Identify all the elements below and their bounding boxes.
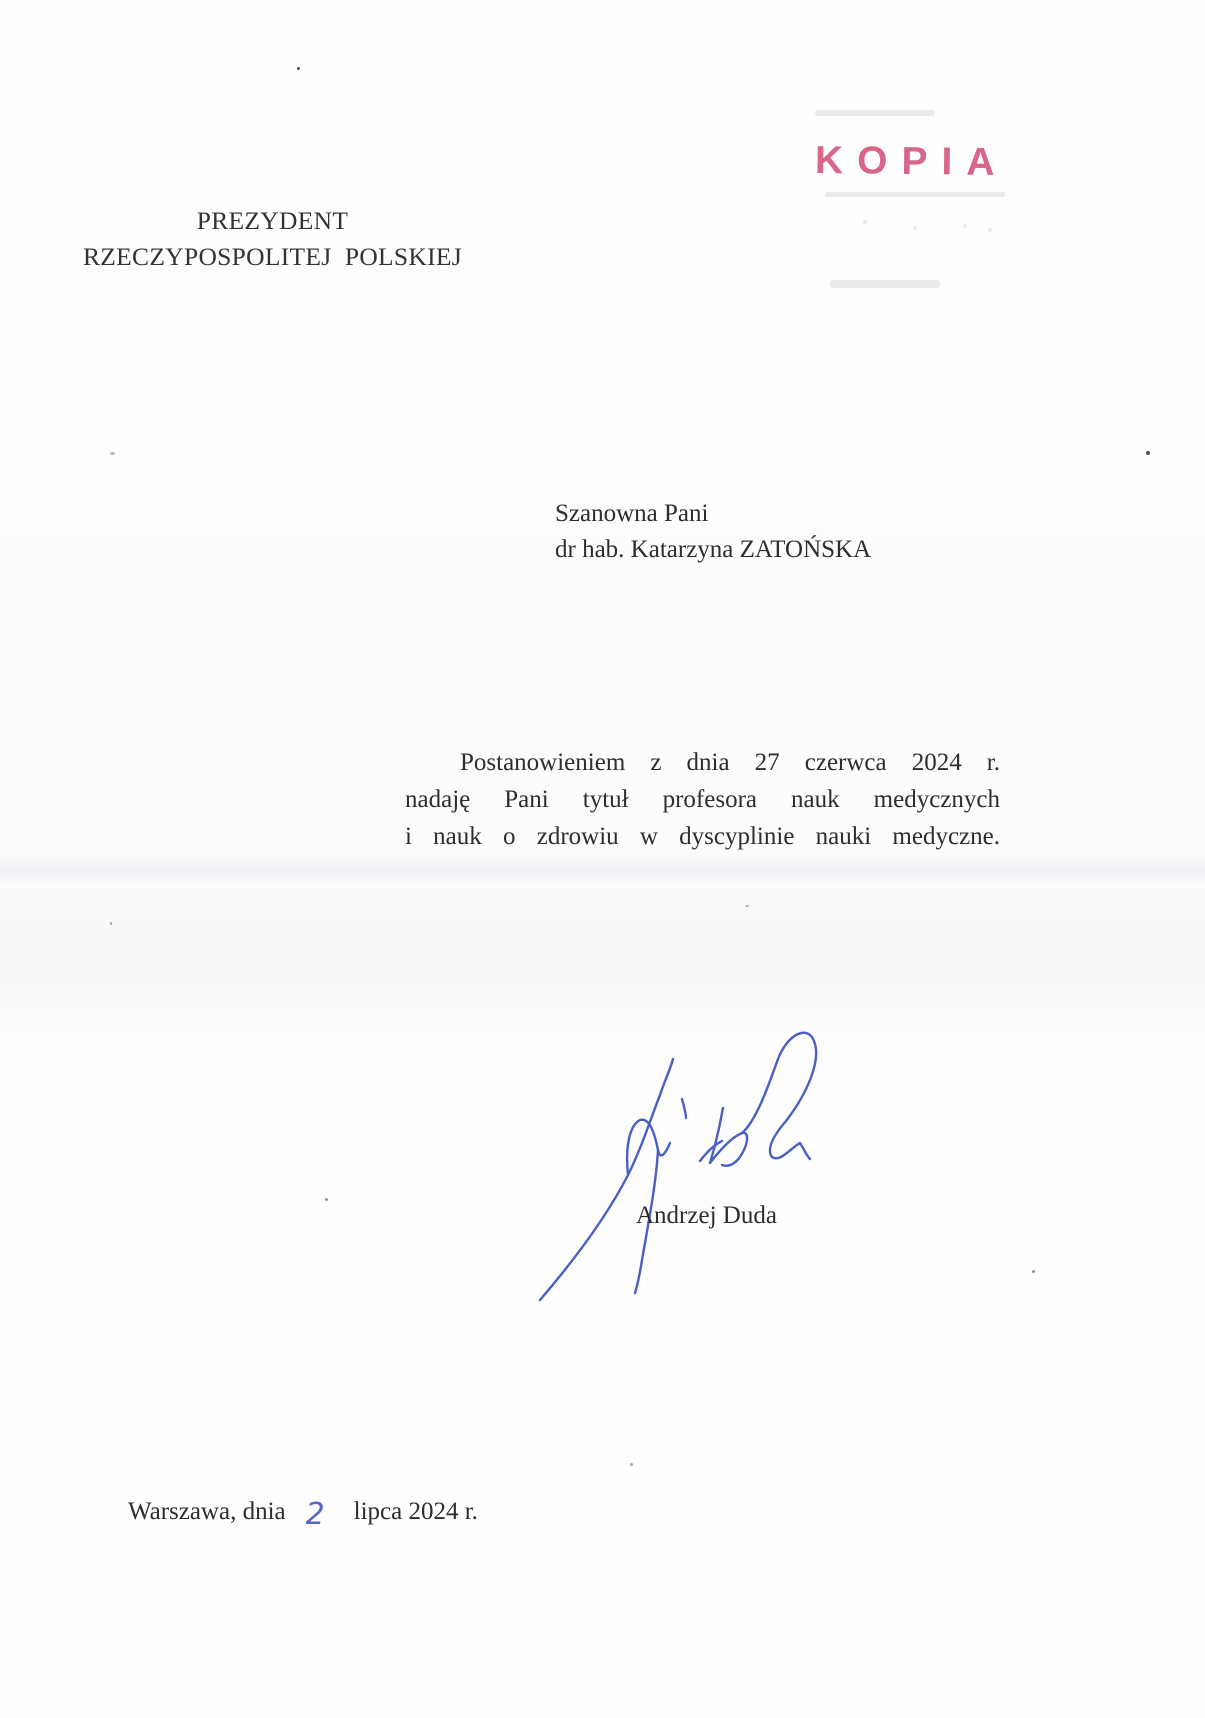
scan-speck bbox=[1032, 1270, 1035, 1273]
scan-speck bbox=[110, 922, 112, 925]
addressee-name bbox=[555, 532, 871, 568]
issuer-country: RZECZYPOSPOLITEJ POLSKIEJ bbox=[83, 242, 462, 271]
copy-stamp: KOPIA bbox=[814, 138, 1009, 185]
scan-speck bbox=[110, 452, 115, 455]
body-line: nadaję Pani tytuł profesora nauk medycznych bbox=[405, 786, 1000, 813]
handwritten-signature bbox=[530, 1025, 880, 1315]
addressee-block bbox=[555, 496, 871, 568]
issuer-header bbox=[30, 203, 515, 275]
handwritten-day: 2 bbox=[305, 1497, 325, 1532]
body-line: Postanowieniem z dnia 27 czerwca 2024 r. bbox=[460, 749, 1000, 776]
signer-name: Andrzej Duda bbox=[636, 1202, 777, 1229]
body-line: i nauk o zdrowiu w dyscyplinie nauki medyczne. bbox=[405, 823, 1000, 850]
salutation: Szanowna Pani bbox=[555, 500, 709, 527]
addressee-name-prefix: dr hab. Katarzyna bbox=[555, 536, 734, 563]
paper-fold-shadow bbox=[0, 855, 1205, 885]
place-date-suffix: lipca 2024 r. bbox=[353, 1498, 478, 1525]
place-and-date bbox=[128, 1497, 478, 1532]
scan-speck bbox=[297, 67, 300, 70]
scan-speck bbox=[630, 1463, 633, 1466]
place-date-prefix: Warszawa, dnia bbox=[128, 1498, 286, 1525]
faded-stamp-imprint bbox=[805, 100, 1065, 310]
scan-speck bbox=[325, 1198, 328, 1201]
scan-speck bbox=[745, 905, 749, 907]
scan-speck bbox=[1146, 451, 1150, 455]
letter-body bbox=[405, 744, 1000, 855]
issuer-title: PREZYDENT bbox=[196, 206, 349, 235]
addressee-surname: ZATOŃSKA bbox=[739, 536, 872, 563]
